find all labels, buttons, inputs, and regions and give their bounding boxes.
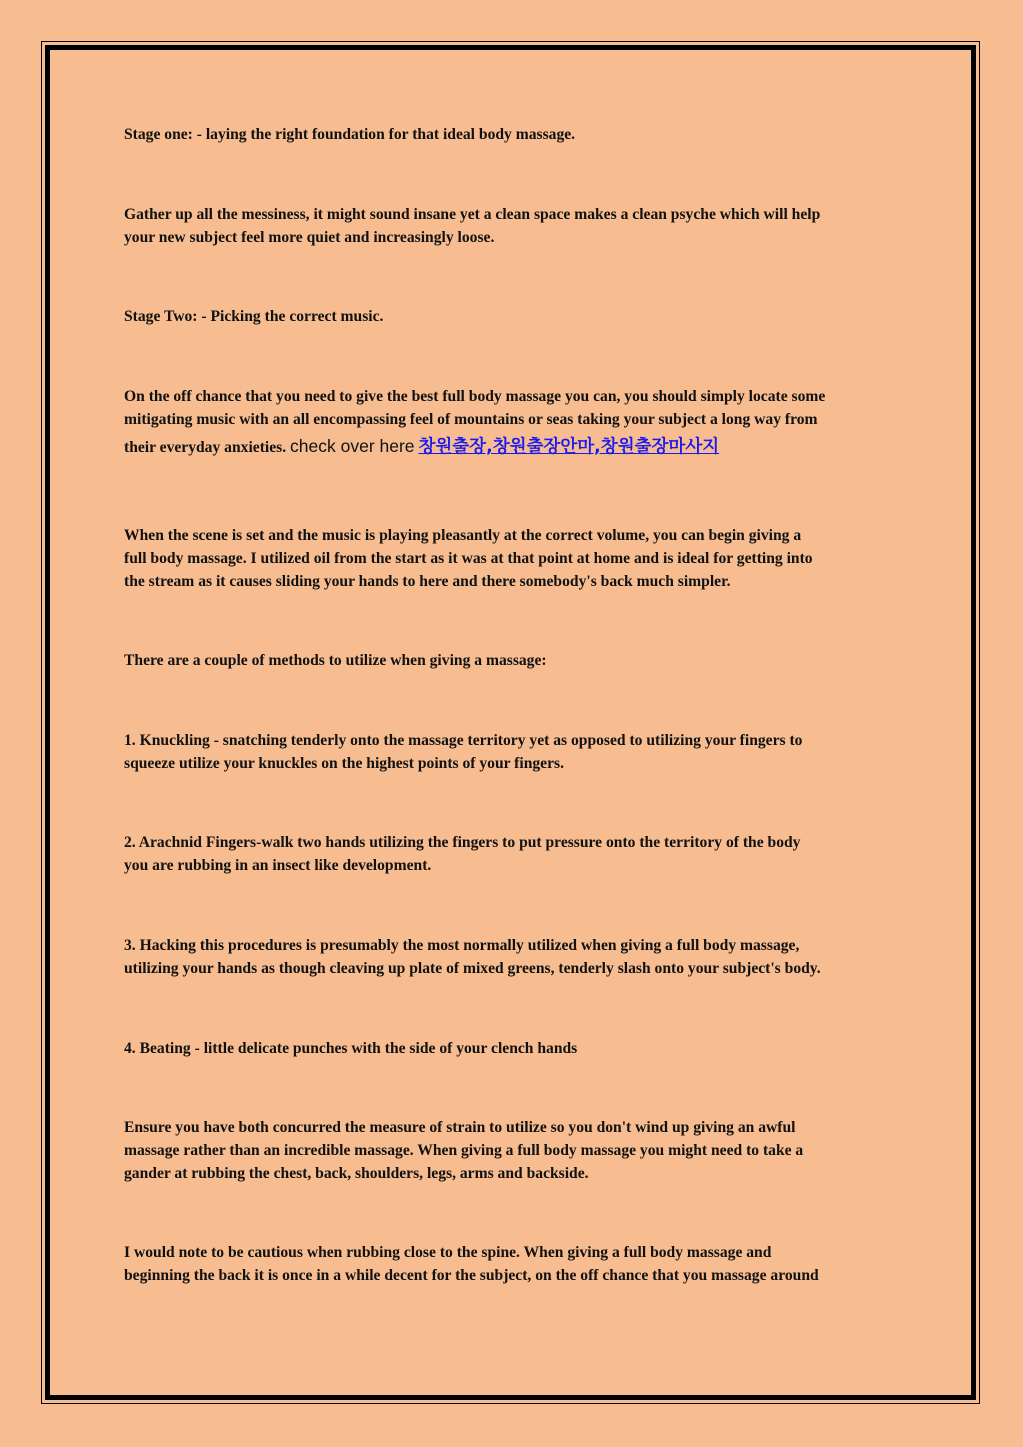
arachnid-paragraph: 2. Arachnid Fingers-walk two hands utilizing the fingers to put pressure onto the territory of the body you are rubbing in an insect like development. — [124, 834, 801, 874]
methods-intro-paragraph: There are a couple of methods to utilize when giving a massage: — [124, 652, 547, 669]
gather-paragraph: Gather up all the messiness, it might sound insane yet a clean space makes a clean psyche which will help your new subject feel more quiet and increasingly loose. — [124, 206, 821, 246]
hacking-paragraph: 3. Hacking this procedures is presumably the most normally utilized when giving a full body massage, utilizing your hands as though cleaving up plate of mixed greens, tenderly slash onto your subject's body. — [124, 937, 821, 977]
beating-paragraph: 4. Beating - little delicate punches with the side of your clench hands — [124, 1040, 578, 1057]
music-paragraph-end: their everyday anxieties. — [124, 439, 287, 456]
stage-one-heading: Stage one: - laying the right foundation for that ideal body massage. — [124, 126, 576, 143]
scene-paragraph: When the scene is set and the music is playing pleasantly at the correct volume, you can begin giving a full body massage. I utilized oil from the start as it was at that point at home and is ideal for getting into the stream as it causes sliding your hands to here and there somebody's back much simpler. — [124, 527, 813, 590]
check-over-here-text: check over here — [290, 436, 415, 456]
cautious-paragraph: I would note to be cautious when rubbing close to the spine. When giving a full body massage and beginning the back it is once in a while decent for the subject, on the off chance that you massage around — [124, 1244, 819, 1284]
knuckling-paragraph: 1. Knuckling - snatching tenderly onto the massage territory yet as opposed to utilizing your fingers to squeeze utilize your knuckles on the highest points of your fingers. — [124, 732, 803, 772]
music-paragraph: On the off chance that you need to give the best full body massage you can, you should simply locate some mitigating music with an all encompassing feel of mountains or seas taking your subject a long way from their everyday anxieties. check over here 창원출장,창원출장안마,창원출장마사지 — [124, 388, 826, 457]
ensure-paragraph: Ensure you have both concurred the measure of strain to utilize so you don't wind up giving an awful massage rather than an incredible massage. When giving a full body massage you might need to take a gander at rubbing the chest, back, shoulders, legs, arms and backside. — [124, 1119, 804, 1182]
changwon-massage-link[interactable]: 창원출장,창원출장안마,창원출장마사지 — [418, 437, 720, 457]
stage-two-heading: Stage Two: - Picking the correct music. — [124, 308, 384, 325]
